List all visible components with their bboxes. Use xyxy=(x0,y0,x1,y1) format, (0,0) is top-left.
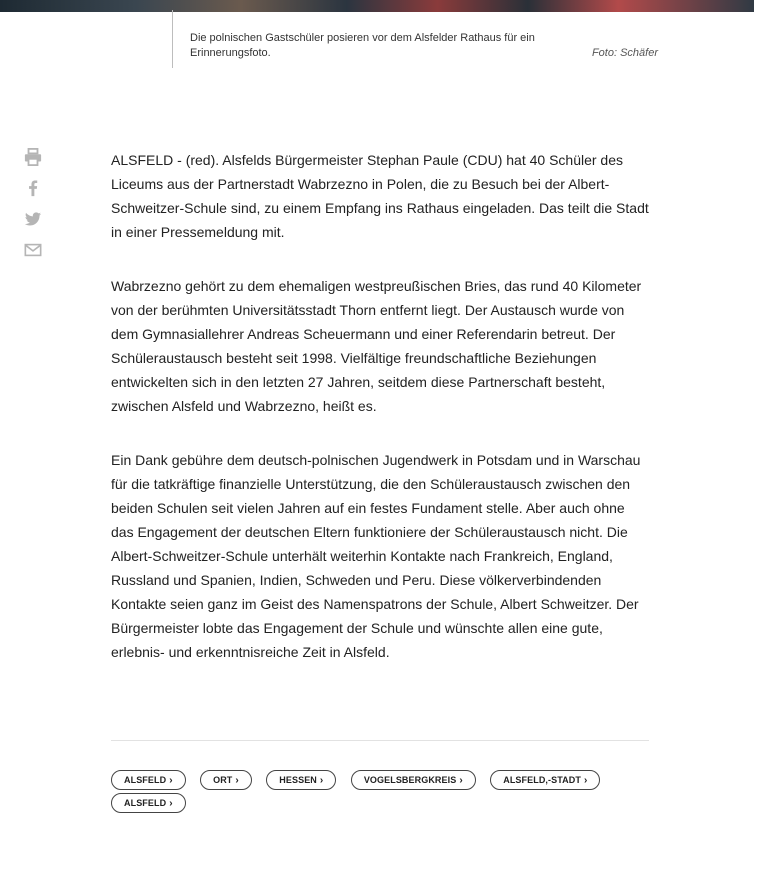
chevron-right-icon: › xyxy=(583,775,588,786)
tag-alsfeld-2[interactable] xyxy=(111,793,186,813)
tag-alsfeld[interactable] xyxy=(111,770,186,790)
chevron-right-icon: › xyxy=(169,798,173,809)
article-paragraph: Wabrzezno gehört zu dem ehemaligen westpreußischen Bries, das rund 40 Kilometer von der berühmten Universitätsstadt Thorn entfernt liegt. Der Austausch wurde von dem Gymnasiallehrer Andreas Scheuermann und einer Referendarin betreut. Der Schüleraustausch besteht seit 1998. Vielfältige freundschaftliche Beziehungen entwickelten sich in den letzten 27 Jahren, seitdem diese Partnerschaft besteht, zwischen Alsfeld und Wabrzezno, heißt es. xyxy=(111,278,642,414)
facebook-share-button[interactable] xyxy=(23,179,43,199)
facebook-icon xyxy=(24,179,42,197)
caption-text: Die polnischen Gastschüler posieren vor dem Alsfelder Rathaus für ein Erinnerungsfoto. xyxy=(190,32,535,59)
tag-label: ALSFELD,-STADT xyxy=(503,775,581,785)
tag-label: ALSFELD xyxy=(124,775,167,785)
tag-ort[interactable] xyxy=(200,770,252,790)
tag-label: HESSEN xyxy=(279,775,317,785)
image-caption xyxy=(190,31,660,61)
share-bar xyxy=(23,148,43,272)
tag-list xyxy=(111,770,651,816)
chevron-right-icon: › xyxy=(169,775,173,786)
chevron-right-icon: › xyxy=(235,775,239,786)
tag-vogelsbergkreis[interactable] xyxy=(351,770,476,790)
photo-credit: Foto: Schäfer xyxy=(591,47,658,59)
chevron-right-icon: › xyxy=(459,775,463,786)
chevron-right-icon: › xyxy=(319,775,324,786)
print-button[interactable] xyxy=(23,148,43,168)
mail-share-button[interactable] xyxy=(23,241,43,261)
mail-icon xyxy=(24,241,42,259)
tag-alsfeld-stadt[interactable] xyxy=(490,770,600,790)
caption-divider xyxy=(172,10,173,68)
article-paragraph: ALSFELD - (red). Alsfelds Bürgermeister Stephan Paule (CDU) hat 40 Schüler des Liceums aus der Partnerstadt Wabrzezno in Polen, die zu Besuch bei der Albert-Schweitzer-Schule sind, zu einem Empfang ins Rathaus eingeladen. Das teilt die Stadt in einer Pressemeldung mit. xyxy=(111,152,649,240)
article-body xyxy=(111,148,651,694)
tag-label: ALSFELD xyxy=(124,798,167,808)
tag-label: ORT xyxy=(213,775,233,785)
twitter-share-button[interactable] xyxy=(23,210,43,230)
hero-image xyxy=(0,0,754,12)
twitter-icon xyxy=(24,210,42,228)
article-paragraph: Ein Dank gebühre dem deutsch-polnischen Jugendwerk in Potsdam und in Warschau für die tatkräftige finanzielle Unterstützung, die den Schüleraustausch zwischen den beiden Schulen seit vielen Jahren auf ein festes Fundament stelle. Aber auch ohne das Engagement der deutschen Eltern funktioniere der Schüleraustausch nicht. Die Albert-Schweitzer-Schule unterhält weiterhin Kontakte nach Frankreich, England, Russland und Spanien, Indien, Schweden und Peru. Diese völkerverbindenden Kontakte seien ganz im Geist des Namenspatrons der Schule, Albert Schweitzer. Der Bürgermeister lobte das Engagement der Schule und wünschte allen eine gute, erlebnis- und erkenntnisreiche Zeit in Alsfeld. xyxy=(111,452,641,660)
print-icon xyxy=(24,148,42,166)
tag-label: VOGELSBERGKREIS xyxy=(363,775,457,785)
tag-hessen[interactable] xyxy=(266,770,336,790)
tags-divider xyxy=(111,740,649,741)
